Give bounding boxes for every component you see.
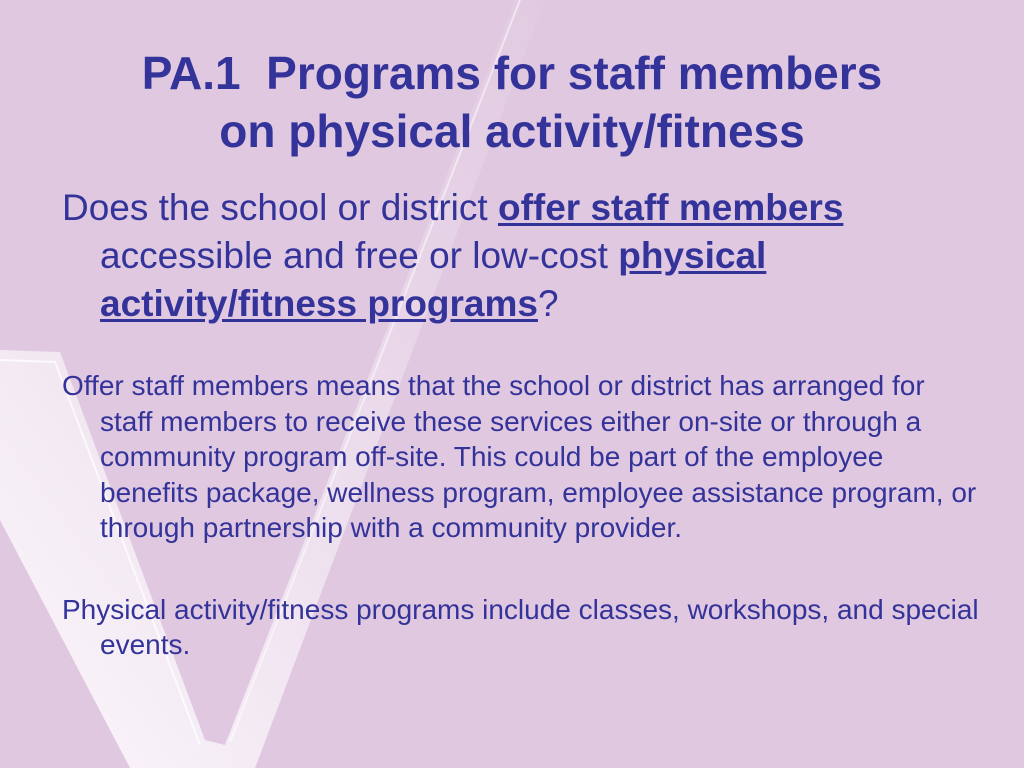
question-mid: accessible and free or low-cost [100,235,619,276]
question-emphasis-offer: offer staff members [497,187,844,228]
definition-offer-staff: Offer staff members means that the school or district has arranged for staff members to receive these services either on-site or through a community program off-site. This could be part of the employee benefits package, wellness program, employee assistance program, or through partnership with a community provider. [62,370,977,543]
question-pre: Does the school or district [62,187,498,228]
question-end: ? [537,283,559,324]
slide-body [62,184,982,663]
question-emphasis-programs: physical activity/fitness programs [100,235,767,324]
slide-title-line-2: on physical activity/fitness [219,105,805,157]
slide-title [40,44,984,160]
slide-title-line-1: PA.1 Programs for staff members [141,47,883,99]
definition-fitness-programs: Physical activity/fitness programs include classes, workshops, and special events. [62,593,979,660]
question-text [62,184,982,328]
